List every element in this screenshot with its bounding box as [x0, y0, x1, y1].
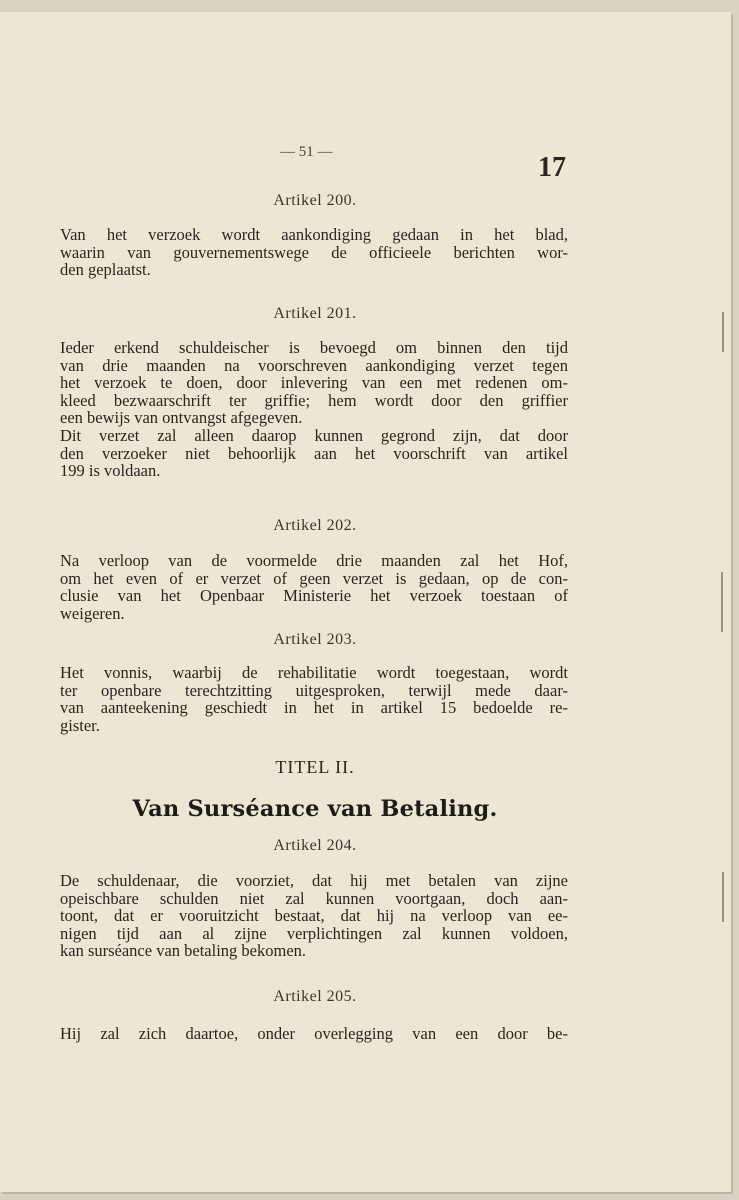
text-line: toont, dat er vooruitzicht bestaat, dat hij na verloop van ee-	[60, 906, 568, 926]
text-line: om het even of er verzet of geen verzet is gedaan, op de con-	[60, 568, 568, 588]
text-line: Hij zal zich daartoe, onder overlegging van een door be-	[60, 1024, 568, 1043]
text-line: het verzoek te doen, door inlevering van een met redenen om-	[60, 373, 568, 393]
article-text	[60, 1025, 568, 1043]
text-line: kan surséance van betaling bekomen.	[60, 941, 307, 961]
page-edge-mark	[721, 572, 723, 632]
text-line: weigeren.	[60, 603, 125, 623]
article-heading: Artikel 203.	[273, 631, 357, 648]
article-heading: Artikel 204.	[273, 837, 357, 854]
article-text	[60, 872, 568, 960]
text-line: ter openbare terechtzitting uitgesproken, terwijl mede daar-	[60, 680, 568, 700]
text-line: clusie van het Openbaar Ministerie het verzoek toestaan of	[60, 586, 568, 606]
text-line: opeischbare schulden niet zal kunnen voortgaan, doch aan-	[60, 888, 568, 908]
text-line: Ieder erkend schuldeischer is bevoegd om binnen den tijd	[60, 338, 568, 357]
article-heading: Artikel 201.	[273, 305, 357, 322]
text-line: den geplaatst.	[60, 260, 151, 280]
text-line: van drie maanden na voorschreven aankondiging verzet tegen	[60, 355, 568, 375]
article-text	[60, 339, 568, 480]
signature-mark: 17	[538, 152, 566, 183]
book-page	[0, 12, 731, 1192]
article-text	[60, 552, 568, 622]
title-name: Van Surséance van Betaling.	[132, 796, 498, 822]
text-line: Van het verzoek wordt aankondiging gedaan in het blad,	[60, 225, 568, 244]
title-number: TITEL II.	[275, 757, 355, 777]
text-line: De schuldenaar, die voorziet, dat hij met betalen van zijne	[60, 871, 568, 890]
text-line: kleed bezwaarschrift ter griffie; hem wordt door den griffier	[60, 390, 568, 410]
text-line: van aanteekening geschiedt in het in artikel 15 bedoelde re-	[60, 698, 568, 718]
text-line: gister.	[60, 715, 100, 735]
article-heading: Artikel 205.	[273, 988, 357, 1005]
article-heading: Artikel 200.	[273, 192, 357, 209]
page-edge-mark	[722, 872, 724, 922]
text-line: Dit verzet zal alleen daarop kunnen gegrond zijn, dat door	[60, 425, 568, 445]
article-heading: Artikel 202.	[273, 517, 357, 534]
text-line: nigen tijd aan al zijne verplichtingen zal kunnen voldoen,	[60, 923, 568, 943]
article-text	[60, 226, 568, 279]
page-edge-mark	[722, 312, 724, 352]
text-line: een bewijs van ontvangst afgegeven.	[60, 408, 303, 428]
text-line: waarin van gouvernementswege de officieele berichten wor-	[60, 242, 568, 262]
text-line: 199 is voldaan.	[60, 461, 161, 481]
text-line: Na verloop van de voormelde drie maanden zal het Hof,	[60, 551, 568, 570]
text-line: den verzoeker niet behoorlijk aan het voorschrift van artikel	[60, 443, 568, 463]
text-line: Het vonnis, waarbij de rehabilitatie wordt toegestaan, wordt	[60, 663, 568, 682]
article-text	[60, 664, 568, 734]
page-number: — 51 —	[280, 144, 333, 160]
